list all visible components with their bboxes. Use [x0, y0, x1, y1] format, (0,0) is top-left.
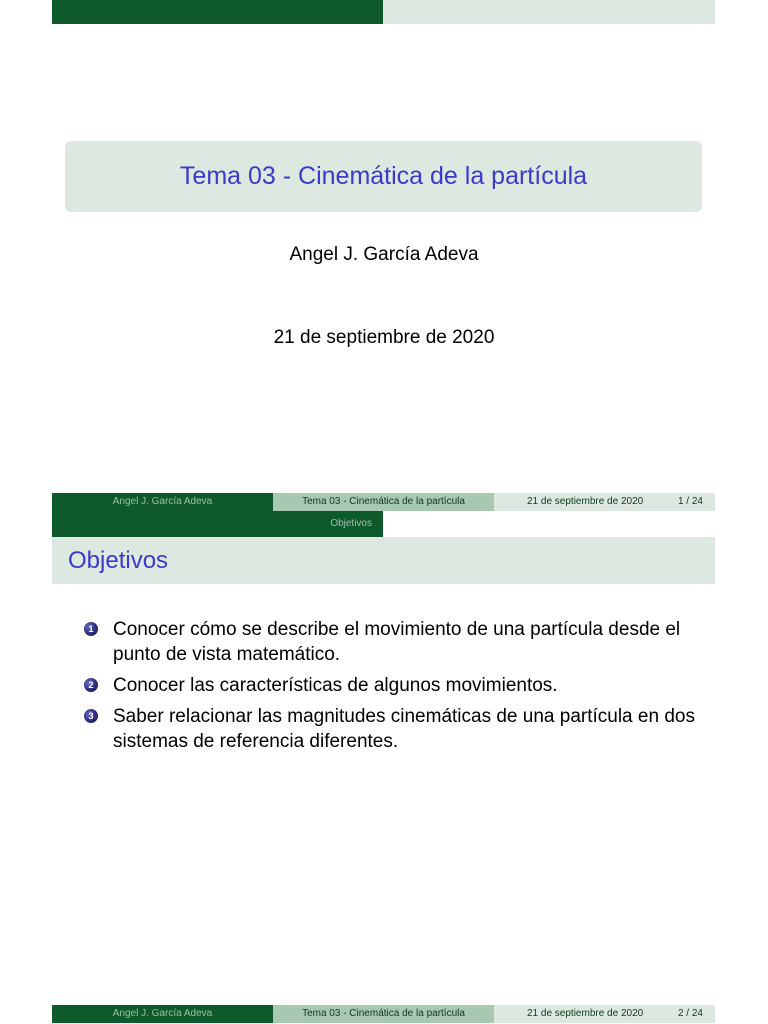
header-strip-light	[383, 0, 715, 24]
header-strip	[52, 0, 715, 24]
section-nav-empty	[383, 511, 715, 537]
list-item-text: Conocer cómo se describe el movimiento de una partícula desde el punto de vista matemático.	[113, 619, 681, 665]
header-strip-dark	[52, 0, 383, 24]
author: Angel J. García Adeva	[289, 244, 479, 265]
title-box	[65, 141, 702, 212]
list-item-text: Saber relacionar las magnitudes cinemáticas de una partícula en dos sistemas de referencia diferentes.	[113, 706, 695, 752]
numbered-bullet-icon: 2	[84, 678, 98, 692]
footer-author: Angel J. García Adeva	[52, 1005, 273, 1023]
section-nav-label: Objetivos	[330, 518, 372, 529]
footer-page-number: 2 / 24	[677, 1008, 703, 1019]
footer-bar-1	[52, 493, 715, 511]
footer-page-number: 1 / 24	[677, 496, 703, 507]
numbered-bullet-icon: 1	[84, 622, 98, 636]
frame-title: Objetivos	[68, 546, 169, 574]
list-item	[84, 673, 704, 698]
date: 21 de septiembre de 2020	[273, 327, 495, 348]
footer-date-block	[494, 493, 715, 511]
objectives-list	[84, 617, 704, 760]
section-navigation	[52, 511, 715, 537]
footer-author: Angel J. García Adeva	[52, 493, 273, 511]
numbered-bullet-icon: 3	[84, 709, 98, 723]
list-item-text: Conocer las características de algunos movimientos.	[113, 675, 558, 696]
list-item	[84, 617, 704, 667]
footer-title: Tema 03 - Cinemática de la partícula	[273, 1005, 494, 1023]
slide-title: Tema 03 - Cinemática de la partícula	[179, 162, 588, 190]
footer-date: 21 de septiembre de 2020	[527, 1008, 644, 1019]
list-item	[84, 704, 704, 754]
footer-date-block	[494, 1005, 715, 1023]
footer-title: Tema 03 - Cinemática de la partícula	[273, 493, 494, 511]
footer-bar-2	[52, 1005, 715, 1023]
frame-title-bar	[52, 537, 715, 584]
section-nav-item[interactable]	[52, 511, 383, 537]
footer-date: 21 de septiembre de 2020	[527, 496, 644, 507]
